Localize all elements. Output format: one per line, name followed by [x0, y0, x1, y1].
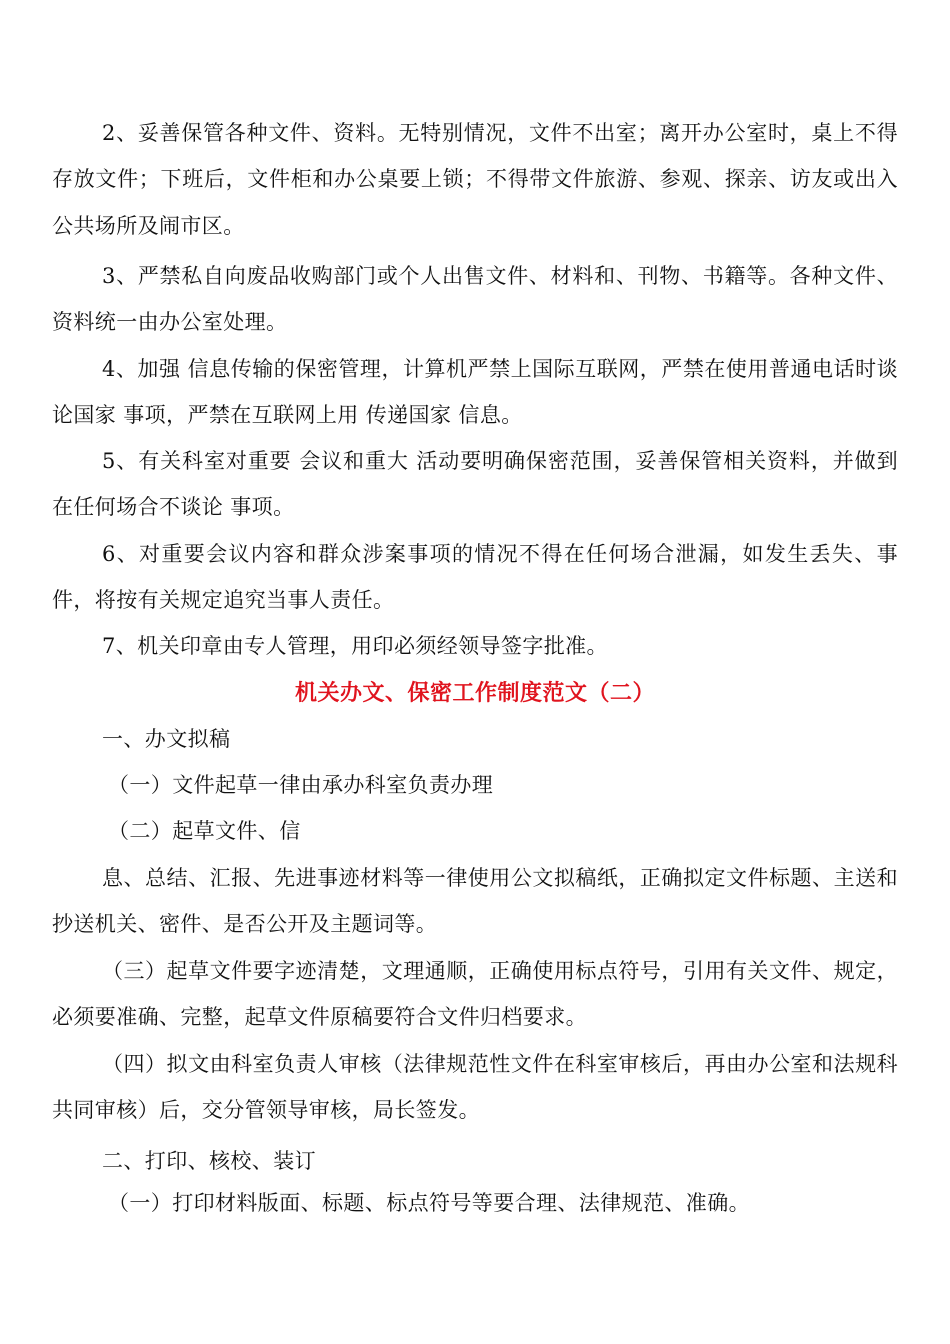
- paragraph-item-5: 5、有关科室对重要 会议和重大 活动要明确保密范围，妥善保管相关资料，并做到在任何场合不谈论 事项。: [52, 449, 898, 520]
- paragraph-item-2: 2、妥善保管各种文件、资料。无特别情况，文件不出室；离开办公室时，桌上不得存放文件；下班后，文件柜和办公桌要上锁；不得带文件旅游、参观、探亲、访友或出入公共场所及闹市区。: [52, 121, 898, 238]
- paragraph-printing-1: （一）打印材料版面、标题、标点符号等要合理、法律规范、准确。: [108, 1191, 750, 1215]
- paragraph-drafting-1: （一）文件起草一律由承办科室负责办理: [108, 773, 494, 797]
- paragraph-item-7: 7、机关印章由专人管理，用印必须经领导签字批准。: [102, 634, 608, 658]
- section-heading: 机关办文、保密工作制度范文（二）: [294, 680, 655, 706]
- paragraph-item-4: 4、加强 信息传输的保密管理，计算机严禁上国际互联网，严禁在使用普通电话时谈论国家 事项，严禁在互联网上用 传递国家 信息。: [52, 357, 898, 428]
- paragraph-drafting-4: （四）拟文由科室负责人审核（法律规范性文件在科室审核后，再由办公室和法规科共同审核）后，交分管领导审核，局长签发。: [52, 1052, 898, 1123]
- paragraph-item-6: 6、对重要会议内容和群众涉案事项的情况不得在任何场合泄漏，如发生丢失、事件，将按有关规定追究当事人责任。: [52, 542, 898, 613]
- paragraph-drafting-3: （三）起草文件要字迹清楚，文理通顺，正确使用标点符号，引用有关文件、规定，必须要准确、完整，起草文件原稿要符合文件归档要求。: [52, 959, 898, 1030]
- paragraph-item-3: 3、严禁私自向废品收购部门或个人出售文件、材料和、刊物、书籍等。各种文件、资料统一由办公室处理。: [52, 264, 898, 335]
- paragraph-drafting-2: （二）起草文件、信: [108, 819, 301, 843]
- subsection-title-printing: 二、打印、核校、装订: [102, 1149, 316, 1173]
- paragraph-drafting-2-continued: 息、总结、汇报、先进事迹材料等一律使用公文拟稿纸，正确拟定文件标题、主送和抄送机关、密件、是否公开及主题词等。: [52, 866, 898, 937]
- subsection-title-drafting: 一、办文拟稿: [102, 727, 231, 751]
